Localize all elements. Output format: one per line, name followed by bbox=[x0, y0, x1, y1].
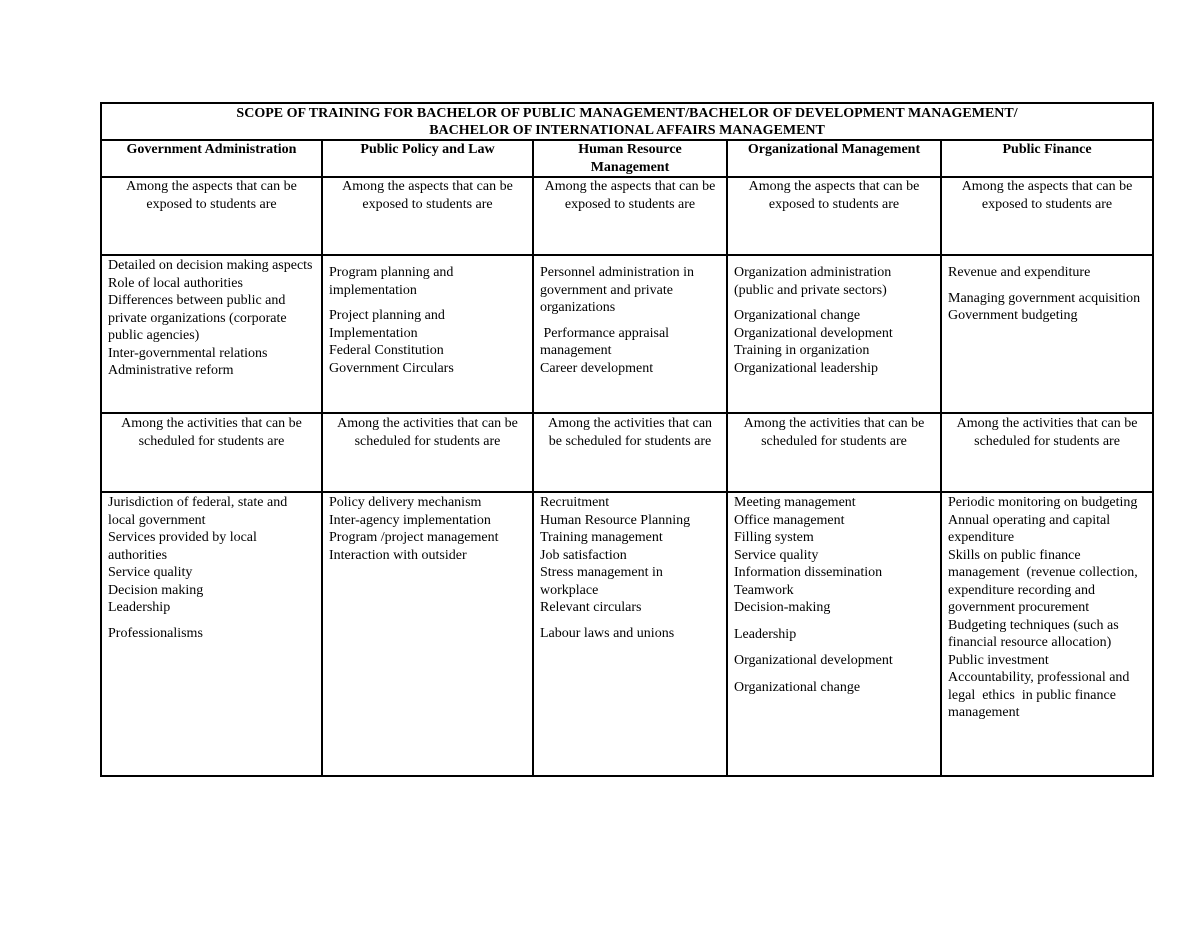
activities-row bbox=[101, 492, 1153, 776]
aspects-intro-cell: Among the aspects that can be exposed to students are bbox=[101, 177, 322, 255]
aspects-row bbox=[101, 255, 1153, 413]
list-item: Stress management in workplace bbox=[540, 565, 663, 598]
aspects-intro-cell: Among the aspects that can be exposed to students are bbox=[727, 177, 941, 255]
list-item: Organizational change bbox=[734, 679, 861, 695]
list-item: Leadership bbox=[734, 626, 797, 642]
list-item: Personnel administration in government and private organizations bbox=[540, 265, 698, 315]
list-item: Meeting management bbox=[734, 495, 856, 510]
list-item: Policy delivery mechanism bbox=[329, 495, 482, 510]
list-item: Information dissemination bbox=[734, 565, 883, 580]
list-item: Accountability, professional and legal ethics in public finance management bbox=[948, 670, 1133, 720]
list-item: Inter-governmental relations bbox=[108, 345, 268, 361]
activities-intro-row bbox=[101, 413, 1153, 492]
column-header-public-policy-and-law: Public Policy and Law bbox=[322, 140, 533, 177]
aspects-intro-cell: Among the aspects that can be exposed to students are bbox=[322, 177, 533, 255]
list-item: Office management bbox=[734, 512, 845, 528]
list-item: Decision-making bbox=[734, 600, 831, 615]
list-item: Services provided by local authorities bbox=[108, 530, 257, 563]
column-header-public-finance: Public Finance bbox=[941, 140, 1153, 177]
list-item: Service quality bbox=[108, 565, 193, 580]
list-item: Jurisdiction of federal, state and local government bbox=[108, 495, 288, 528]
list-item: Skills on public finance management (revenue collection, expenditure recording and government procurement bbox=[948, 547, 1142, 615]
aspects-intro-cell: Among the aspects that can be exposed to students are bbox=[533, 177, 727, 255]
list-item: Decision making bbox=[108, 582, 204, 598]
list-item: Performance appraisal management bbox=[540, 325, 673, 358]
list-item: Government budgeting bbox=[948, 308, 1078, 323]
activities-list-human-resource-management bbox=[533, 492, 727, 776]
list-item: Periodic monitoring on budgeting bbox=[948, 495, 1138, 510]
aspects-list-government-administration bbox=[101, 255, 322, 413]
list-item: Labour laws and unions bbox=[540, 625, 675, 641]
list-item: Managing government acquisition bbox=[948, 290, 1141, 306]
activities-list-public-finance bbox=[941, 492, 1153, 776]
column-header-human-resource-management: Human Resource Management bbox=[533, 140, 727, 177]
list-item: Leadership bbox=[108, 600, 171, 615]
list-item: Recruitment bbox=[540, 495, 610, 510]
list-item: Organizational development bbox=[734, 325, 893, 341]
list-item: Filling system bbox=[734, 530, 814, 545]
aspects-list-public-policy-and-law bbox=[322, 255, 533, 413]
activities-list-public-policy-and-law bbox=[322, 492, 533, 776]
table-title-line-2: BACHELOR OF INTERNATIONAL AFFAIRS MANAGEMENT bbox=[429, 123, 825, 138]
column-header-organizational-management: Organizational Management bbox=[727, 140, 941, 177]
list-item: Organizational leadership bbox=[734, 360, 878, 376]
aspects-intro-row bbox=[101, 177, 1153, 255]
title-row bbox=[101, 103, 1153, 140]
list-item: Annual operating and capital expenditure bbox=[948, 512, 1111, 545]
list-item: Government Circulars bbox=[329, 360, 454, 376]
list-item: Project planning and Implementation bbox=[329, 308, 445, 341]
table-title-line-1: SCOPE OF TRAINING FOR BACHELOR OF PUBLIC MANAGEMENT/BACHELOR OF DEVELOPMENT MANAGEMENT/ bbox=[236, 106, 1018, 121]
list-item: Public investment bbox=[948, 652, 1049, 668]
activities-intro-cell: Among the activities that can be scheduled for students are bbox=[727, 413, 941, 492]
training-scope-table bbox=[100, 102, 1154, 777]
list-item: Federal Constitution bbox=[329, 343, 444, 358]
header-row bbox=[101, 140, 1153, 177]
list-item: Inter-agency implementation bbox=[329, 512, 491, 528]
list-item: Administrative reform bbox=[108, 363, 234, 378]
list-item: Service quality bbox=[734, 547, 819, 563]
aspects-list-organizational-management bbox=[727, 255, 941, 413]
list-item: Program /project management bbox=[329, 530, 499, 545]
list-item: Organizational change bbox=[734, 308, 861, 323]
list-item: Budgeting techniques (such as financial resource allocation) bbox=[948, 617, 1119, 650]
list-item: Detailed on decision making aspects bbox=[108, 258, 313, 273]
list-item: Training management bbox=[540, 530, 663, 545]
activities-list-organizational-management bbox=[727, 492, 941, 776]
aspects-list-human-resource-management bbox=[533, 255, 727, 413]
activities-intro-cell: Among the activities that can be scheduled for students are bbox=[533, 413, 727, 492]
list-item: Revenue and expenditure bbox=[948, 265, 1091, 280]
table-title bbox=[101, 103, 1153, 140]
list-item: Training in organization bbox=[734, 343, 870, 358]
list-item: Relevant circulars bbox=[540, 600, 642, 615]
activities-intro-cell: Among the activities that can be scheduled for students are bbox=[941, 413, 1153, 492]
list-item: Teamwork bbox=[734, 582, 794, 598]
list-item: Human Resource Planning bbox=[540, 512, 691, 528]
list-item: Professionalisms bbox=[108, 625, 203, 641]
list-item: Organizational development bbox=[734, 653, 893, 668]
activities-intro-cell: Among the activities that can be scheduled for students are bbox=[322, 413, 533, 492]
list-item: Program planning and implementation bbox=[329, 265, 454, 298]
aspects-intro-cell: Among the aspects that can be exposed to students are bbox=[941, 177, 1153, 255]
list-item: Role of local authorities bbox=[108, 275, 243, 291]
activities-intro-cell: Among the activities that can be scheduled for students are bbox=[101, 413, 322, 492]
activities-list-government-administration bbox=[101, 492, 322, 776]
list-item: Career development bbox=[540, 360, 654, 376]
list-item: Interaction with outsider bbox=[329, 547, 467, 563]
aspects-list-public-finance bbox=[941, 255, 1153, 413]
column-header-government-administration: Government Administration bbox=[101, 140, 322, 177]
list-item: Job satisfaction bbox=[540, 547, 627, 563]
list-item: Organization administration (public and private sectors) bbox=[734, 265, 892, 298]
list-item: Differences between public and private organizations (corporate public agencies) bbox=[108, 293, 287, 343]
